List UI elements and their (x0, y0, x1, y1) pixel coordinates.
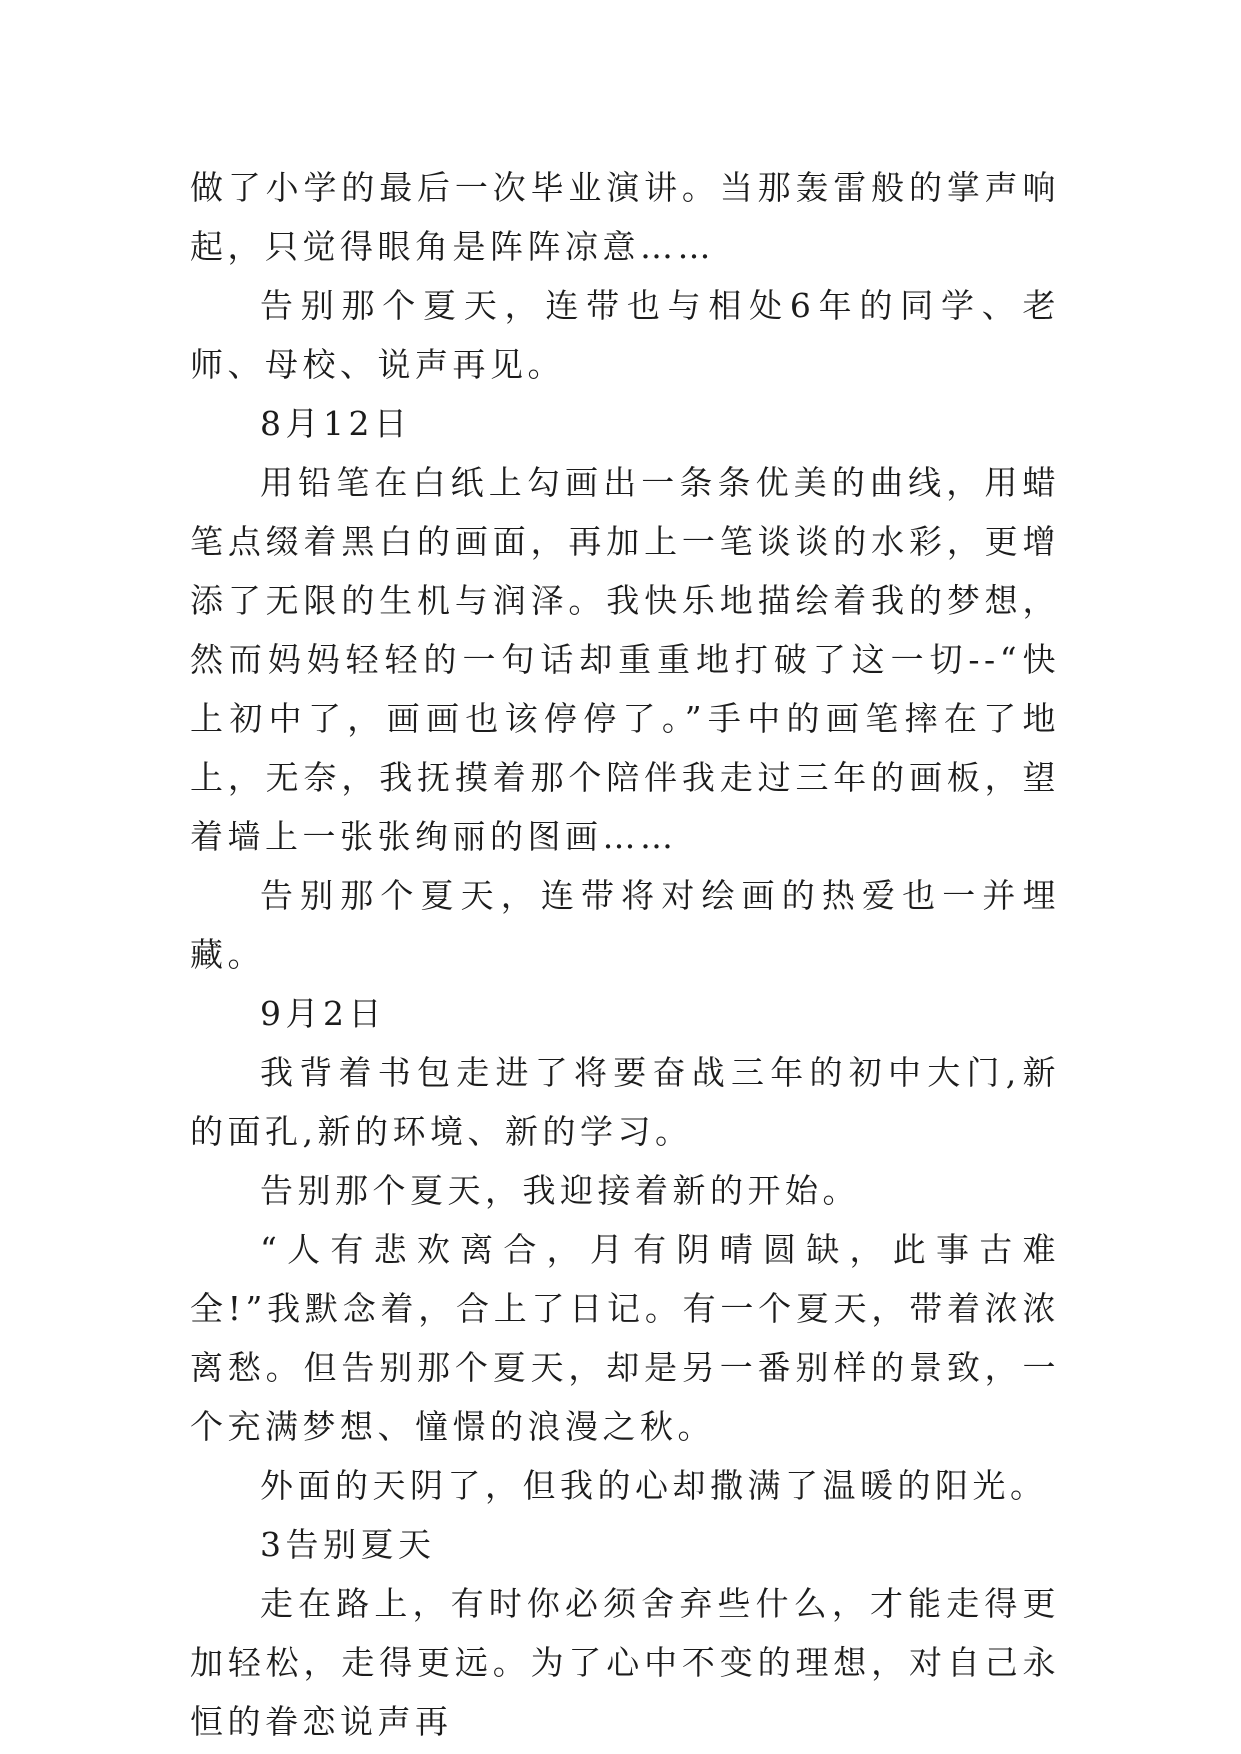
document-body (190, 158, 1060, 1751)
paragraph-farewell-classmates: 告别那个夏天，连带也与相处6年的同学、老师、母校、说声再见。 (190, 286, 1060, 384)
section-heading-3: 3告别夏天 (260, 1525, 436, 1564)
date-heading-aug-12: 8月12日 (260, 404, 412, 443)
paragraph-new-beginning: 告别那个夏天，我迎接着新的开始。 (260, 1171, 860, 1210)
paragraph-warm-sunshine: 外面的天阴了，但我的心却撒满了温暖的阳光。 (260, 1466, 1048, 1505)
paragraph-poem-quote: “人有悲欢离合，月有阴晴圆缺，此事古难全!”我默念着，合上了日记。有一个夏天，带着浓浓离愁。但告别那个夏天，却是另一番别样的景致，一个充满梦想、憧憬的浪漫之秋。 (190, 1230, 1060, 1446)
paragraph-middle-school: 我背着书包走进了将要奋战三年的初中大门,新的面孔,新的环境、新的学习。 (190, 1053, 1060, 1151)
paragraph-drawing-dream: 用铅笔在白纸上勾画出一条条优美的曲线，用蜡笔点缀着黑白的画面，再加上一笔谈谈的水彩，更增添了无限的生机与润泽。我快乐地描绘着我的梦想，然而妈妈轻轻的一句话却重重地打破了这一切--“快上初中了，画画也该停停了。”手中的画笔摔在了地上，无奈，我抚摸着那个陪伴我走过三年的画板，望着墙上一张张绚丽的图画…… (190, 463, 1060, 856)
paragraph-walking-road: 走在路上，有时你必须舍弃些什么，才能走得更加轻松，走得更远。为了心中不变的理想，对自己永恒的眷恋说声再 (190, 1584, 1060, 1741)
paragraph-graduation-speech: 做了小学的最后一次毕业演讲。当那轰雷般的掌声响起，只觉得眼角是阵阵凉意…… (190, 168, 1060, 266)
paragraph-farewell-drawing: 告别那个夏天，连带将对绘画的热爱也一并埋藏。 (190, 876, 1060, 974)
date-heading-sep-2: 9月2日 (260, 994, 386, 1033)
